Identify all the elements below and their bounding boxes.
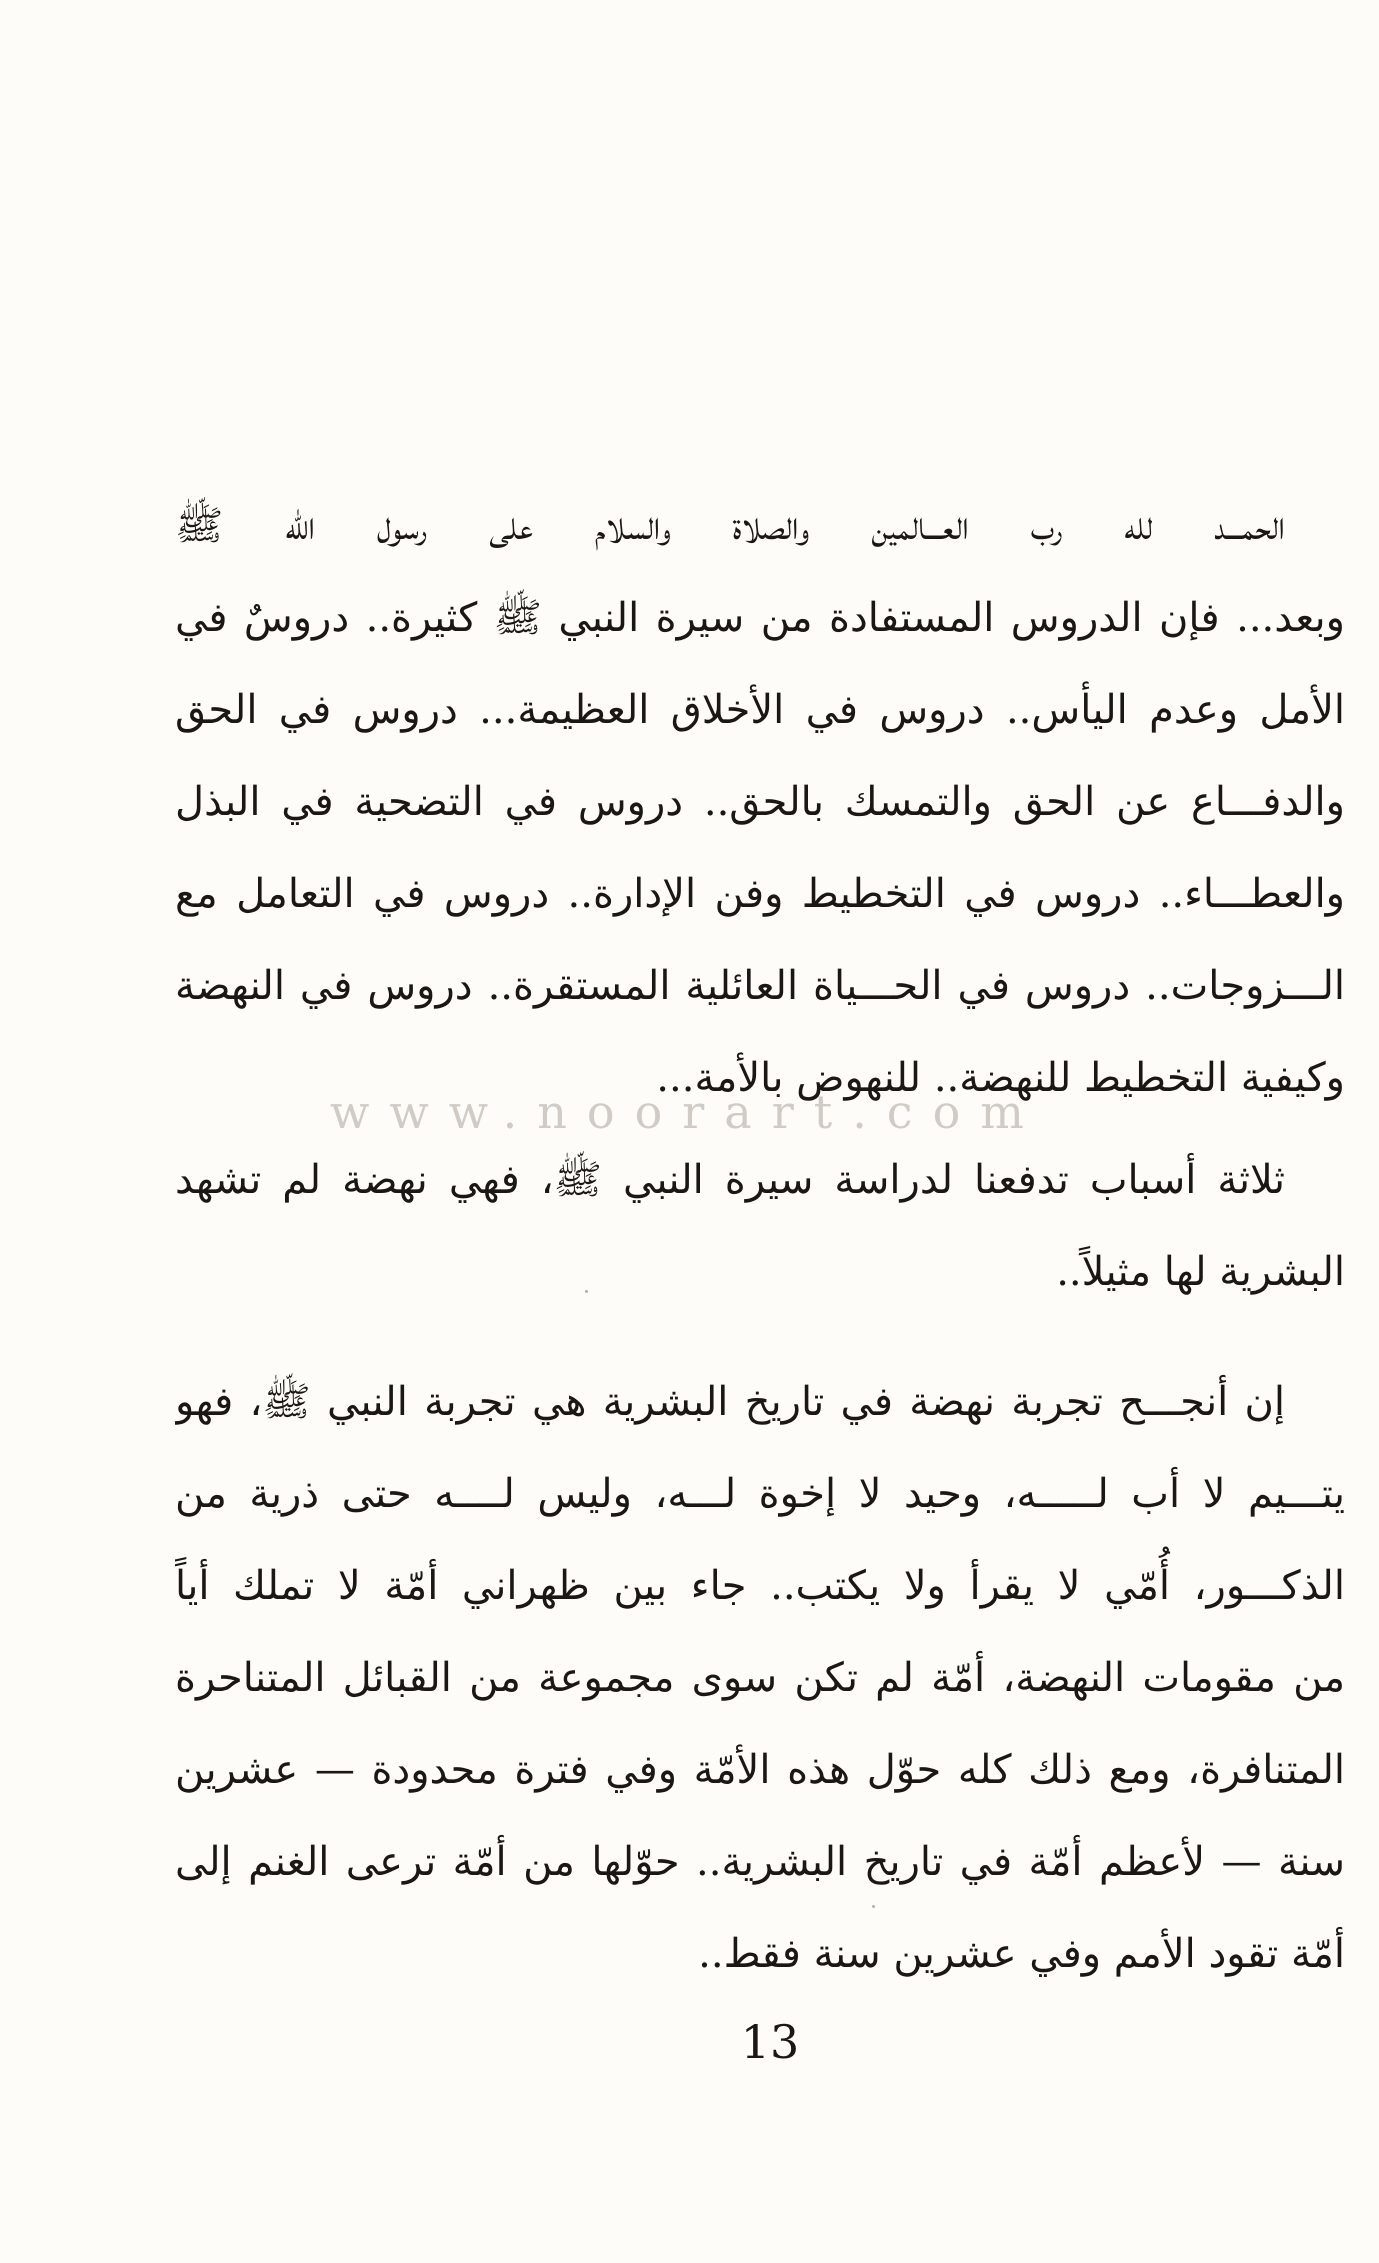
text-line: ثلاثة أسباب تدفعنا لدراسة سيرة النبي ﷺ، فهي نهضة لم تشهد bbox=[175, 1157, 1285, 1203]
paragraph-intro bbox=[175, 480, 1345, 1124]
text-line: الـــزوجات.. دروس في الحـــياة العائلية المستقرة.. دروس في النهضة bbox=[175, 963, 1345, 1009]
text-line: الأمل وعدم اليأس.. دروس في الأخلاق العظيمة... دروس في الحق bbox=[175, 687, 1345, 733]
text-line: من مقومات النهضة، أمّة لم تكن سوى مجموعة من القبائل المتناحرة bbox=[175, 1655, 1345, 1701]
paragraph-experience bbox=[175, 1356, 1345, 2000]
watermark: www.noorart.com bbox=[330, 1085, 1044, 1139]
text-line: والدفـــاع عن الحق والتمسك بالحق.. دروس في التضحية في البذل bbox=[175, 779, 1345, 825]
text-line: المتنافرة، ومع ذلك كله حوّل هذه الأمّة وفي فترة محدودة — عشرين bbox=[175, 1747, 1345, 1793]
page-number: 13 bbox=[740, 2015, 800, 2069]
text-line: وكيفية التخطيط للنهضة.. للنهوض بالأمة... bbox=[656, 1055, 1345, 1101]
text-line: إن أنجـــح تجربة نهضة في تاريخ البشرية هي تجربة النبي ﷺ، فهو bbox=[175, 1379, 1285, 1425]
paragraph-reasons bbox=[175, 1134, 1345, 1318]
paper-speck bbox=[872, 1905, 875, 1908]
paper-speck bbox=[585, 1290, 588, 1293]
text-line: البشرية لها مثيلاً.. bbox=[1056, 1249, 1345, 1295]
text-line: وبعد... فإن الدروس المستفادة من سيرة النبي ﷺ كثيرة.. دروسٌ في bbox=[175, 595, 1345, 641]
text-line: والعطـــاء.. دروس في التخطيط وفن الإدارة.. دروس في التعامل مع bbox=[175, 871, 1345, 917]
text-line: الحمـــد لله رب العـــالمين والصلاة والسلام على رسول الله ﷺ bbox=[175, 503, 1286, 549]
text-line: سنة — لأعظم أمّة في تاريخ البشرية.. حوّلها من أمّة ترعى الغنم إلى bbox=[175, 1839, 1345, 1885]
body-text bbox=[175, 480, 1345, 2000]
text-line: يتـــيم لا أب لـــــه، وحيد لا إخوة لـــه، وليس لــــه حتى ذرية من bbox=[175, 1471, 1345, 1517]
text-line: أمّة تقود الأمم وفي عشرين سنة فقط.. bbox=[698, 1931, 1345, 1977]
text-line: الذكـــور، أُمّي لا يقرأ ولا يكتب.. جاء بين ظهراني أمّة لا تملك أياً bbox=[175, 1563, 1345, 1609]
